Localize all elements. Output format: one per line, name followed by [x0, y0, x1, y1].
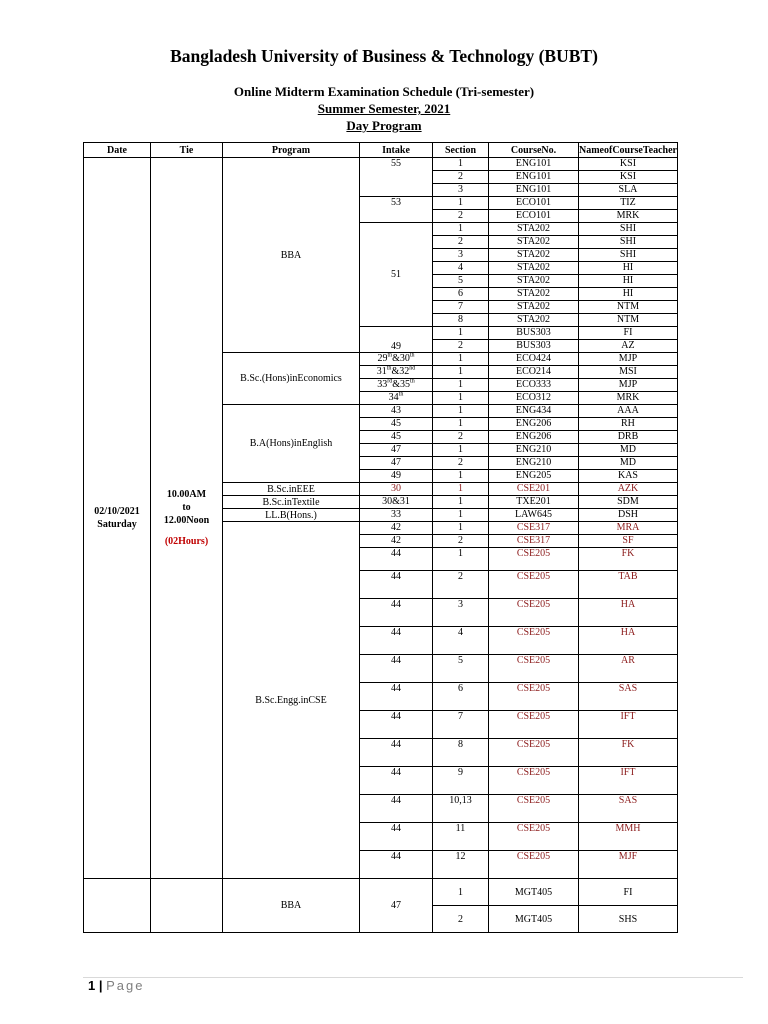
- course-cell: CSE205: [489, 711, 579, 739]
- teacher-cell: IFT: [579, 711, 678, 739]
- footer-separator: |: [98, 978, 103, 993]
- course-cell: ECO424: [489, 353, 579, 366]
- date-cell-empty: [84, 879, 151, 933]
- section-cell: 1: [433, 496, 489, 509]
- exam-time-cell: [151, 158, 223, 879]
- section-cell: 1: [433, 353, 489, 366]
- exam-date-cell: [84, 158, 151, 879]
- teacher-cell: SHI: [579, 236, 678, 249]
- teacher-cell: AR: [579, 655, 678, 683]
- teacher-cell: IFT: [579, 767, 678, 795]
- course-cell: ENG206: [489, 431, 579, 444]
- intake-cell: 42: [360, 522, 433, 535]
- intake-cell: 30: [360, 483, 433, 496]
- course-cell: ENG101: [489, 184, 579, 197]
- column-header-course: CourseNo.: [489, 143, 579, 158]
- section-cell: 7: [433, 711, 489, 739]
- section-cell: 5: [433, 655, 489, 683]
- section-cell: 2: [433, 210, 489, 223]
- intake-cell: 51: [360, 223, 433, 327]
- page-number: 1: [88, 978, 96, 993]
- course-cell: ENG205: [489, 470, 579, 483]
- section-cell: 3: [433, 184, 489, 197]
- section-cell: 2: [433, 236, 489, 249]
- exam-title: Online Midterm Examination Schedule (Tri-semester): [233, 84, 535, 99]
- course-cell: CSE205: [489, 683, 579, 711]
- section-cell: 4: [433, 627, 489, 655]
- course-cell: ENG206: [489, 418, 579, 431]
- intake-cell: 53: [360, 197, 433, 223]
- section-cell: 9: [433, 767, 489, 795]
- teacher-cell: RH: [579, 418, 678, 431]
- section-cell: 1: [433, 418, 489, 431]
- teacher-cell: TIZ: [579, 197, 678, 210]
- intake-cell: 31th&32nd: [360, 366, 433, 379]
- course-cell: STA202: [489, 288, 579, 301]
- teacher-cell: MRA: [579, 522, 678, 535]
- course-cell: CSE205: [489, 795, 579, 823]
- intake-cell: 44: [360, 851, 433, 879]
- program-bba-2: BBA: [223, 879, 360, 933]
- teacher-cell: HI: [579, 275, 678, 288]
- course-cell: CSE205: [489, 627, 579, 655]
- intake-cell: 49: [360, 470, 433, 483]
- section-cell: 4: [433, 262, 489, 275]
- teacher-cell: SHS: [579, 906, 678, 933]
- teacher-cell: MSI: [579, 366, 678, 379]
- course-cell: ENG210: [489, 457, 579, 470]
- table-row: [84, 158, 678, 171]
- course-cell: CSE205: [489, 571, 579, 599]
- table-header-row: [84, 143, 678, 158]
- intake-cell: 29th&30th: [360, 353, 433, 366]
- teacher-cell: MJF: [579, 851, 678, 879]
- course-cell: STA202: [489, 314, 579, 327]
- intake-cell: 33: [360, 509, 433, 522]
- program-eee: B.Sc.inEEE: [223, 483, 360, 496]
- course-cell: BUS303: [489, 340, 579, 353]
- column-header-program: Program: [223, 143, 360, 158]
- exam-day: Saturday: [97, 519, 137, 530]
- footer-rule: [83, 977, 743, 978]
- intake-cell: 47: [360, 879, 433, 933]
- section-cell: 1: [433, 470, 489, 483]
- course-cell: CSE205: [489, 548, 579, 571]
- column-header-time: Tie: [151, 143, 223, 158]
- program-bba: BBA: [223, 158, 360, 353]
- intake-cell: 34th: [360, 392, 433, 405]
- course-cell: STA202: [489, 301, 579, 314]
- program-textile: B.Sc.inTextile: [223, 496, 360, 509]
- column-header-intake: Intake: [360, 143, 433, 158]
- program-type-title: Day Program: [346, 118, 422, 133]
- course-cell: STA202: [489, 236, 579, 249]
- schedule-table: [83, 142, 678, 933]
- teacher-cell: SHI: [579, 223, 678, 236]
- teacher-cell: FI: [579, 879, 678, 906]
- course-cell: ECO101: [489, 197, 579, 210]
- intake-cell: 30&31: [360, 496, 433, 509]
- section-cell: 7: [433, 301, 489, 314]
- section-cell: 2: [433, 906, 489, 933]
- section-cell: 1: [433, 522, 489, 535]
- section-cell: 6: [433, 288, 489, 301]
- section-cell: 2: [433, 535, 489, 548]
- teacher-cell: SAS: [579, 795, 678, 823]
- program-cse: B.Sc.Engg.inCSE: [223, 522, 360, 879]
- course-cell: MGT405: [489, 879, 579, 906]
- intake-cell: 44: [360, 599, 433, 627]
- section-cell: 1: [433, 158, 489, 171]
- teacher-cell: FI: [579, 327, 678, 340]
- section-cell: 1: [433, 879, 489, 906]
- teacher-cell: TAB: [579, 571, 678, 599]
- course-cell: ENG210: [489, 444, 579, 457]
- intake-cell: 44: [360, 767, 433, 795]
- time-to: to: [182, 502, 191, 513]
- course-cell: ECO312: [489, 392, 579, 405]
- teacher-cell: DSH: [579, 509, 678, 522]
- section-cell: 1: [433, 366, 489, 379]
- intake-cell: 44: [360, 655, 433, 683]
- table-row: [84, 879, 678, 906]
- section-cell: 1: [433, 197, 489, 210]
- teacher-cell: MJP: [579, 379, 678, 392]
- intake-cell: 47: [360, 457, 433, 470]
- intake-cell: 44: [360, 548, 433, 571]
- course-cell: CSE317: [489, 522, 579, 535]
- teacher-cell: SAS: [579, 683, 678, 711]
- intake-cell: 47: [360, 444, 433, 457]
- time-start: 10.00AM: [166, 489, 207, 500]
- intake-cell: 55: [360, 158, 433, 197]
- intake-cell: 33rd&35th: [360, 379, 433, 392]
- course-cell: CSE201: [489, 483, 579, 496]
- course-cell: CSE205: [489, 823, 579, 851]
- teacher-cell: DRB: [579, 431, 678, 444]
- time-end: 12.00Noon: [163, 515, 210, 526]
- course-cell: CSE205: [489, 767, 579, 795]
- semester-title: Summer Semester, 2021: [317, 101, 451, 116]
- section-cell: 6: [433, 683, 489, 711]
- column-header-date: Date: [84, 143, 151, 158]
- section-cell: 1: [433, 548, 489, 571]
- section-cell: 1: [433, 379, 489, 392]
- teacher-cell: NTM: [579, 301, 678, 314]
- course-cell: BUS303: [489, 327, 579, 340]
- teacher-cell: SF: [579, 535, 678, 548]
- teacher-cell: MD: [579, 457, 678, 470]
- program-llb: LL.B(Hons.): [223, 509, 360, 522]
- teacher-cell: MMH: [579, 823, 678, 851]
- page-label: Page: [106, 978, 145, 993]
- course-cell: CSE205: [489, 851, 579, 879]
- teacher-cell: FK: [579, 739, 678, 767]
- exam-duration: (02Hours): [164, 536, 209, 547]
- section-cell: 1: [433, 392, 489, 405]
- teacher-cell: MD: [579, 444, 678, 457]
- intake-cell: 49: [360, 327, 433, 353]
- course-cell: CSE205: [489, 739, 579, 767]
- teacher-cell: SDM: [579, 496, 678, 509]
- course-cell: ENG434: [489, 405, 579, 418]
- teacher-cell: AZ: [579, 340, 678, 353]
- section-cell: 12: [433, 851, 489, 879]
- teacher-cell: MJP: [579, 353, 678, 366]
- section-cell: 1: [433, 483, 489, 496]
- section-cell: 3: [433, 249, 489, 262]
- intake-cell: 42: [360, 535, 433, 548]
- course-cell: CSE205: [489, 655, 579, 683]
- section-cell: 1: [433, 509, 489, 522]
- page-footer: [88, 978, 145, 993]
- teacher-cell: SHI: [579, 249, 678, 262]
- teacher-cell: HA: [579, 627, 678, 655]
- teacher-cell: NTM: [579, 314, 678, 327]
- teacher-cell: SLA: [579, 184, 678, 197]
- course-cell: LAW645: [489, 509, 579, 522]
- teacher-cell: MRK: [579, 392, 678, 405]
- course-cell: ENG101: [489, 158, 579, 171]
- section-cell: 2: [433, 571, 489, 599]
- section-cell: 11: [433, 823, 489, 851]
- intake-cell: 44: [360, 739, 433, 767]
- course-cell: STA202: [489, 275, 579, 288]
- section-cell: 2: [433, 431, 489, 444]
- section-cell: 3: [433, 599, 489, 627]
- section-cell: 8: [433, 314, 489, 327]
- section-cell: 2: [433, 340, 489, 353]
- teacher-cell: HA: [579, 599, 678, 627]
- course-cell: STA202: [489, 262, 579, 275]
- section-cell: 2: [433, 171, 489, 184]
- column-header-section: Section: [433, 143, 489, 158]
- intake-cell: 44: [360, 683, 433, 711]
- section-cell: 5: [433, 275, 489, 288]
- exam-date: 02/10/2021: [94, 506, 140, 517]
- course-cell: ECO333: [489, 379, 579, 392]
- program-economics: B.Sc.(Hons)inEconomics: [223, 353, 360, 405]
- course-cell: TXE201: [489, 496, 579, 509]
- intake-cell: 44: [360, 627, 433, 655]
- intake-cell: 44: [360, 823, 433, 851]
- time-cell-empty: [151, 879, 223, 933]
- course-cell: ECO101: [489, 210, 579, 223]
- teacher-cell: AZK: [579, 483, 678, 496]
- teacher-cell: KSI: [579, 158, 678, 171]
- section-cell: 2: [433, 457, 489, 470]
- course-cell: ENG101: [489, 171, 579, 184]
- teacher-cell: KSI: [579, 171, 678, 184]
- course-cell: CSE317: [489, 535, 579, 548]
- section-cell: 1: [433, 223, 489, 236]
- column-header-teacher: NameofCourseTeacher: [579, 144, 677, 156]
- teacher-cell: AAA: [579, 405, 678, 418]
- course-cell: CSE205: [489, 599, 579, 627]
- teacher-cell: FK: [579, 548, 678, 571]
- section-cell: 8: [433, 739, 489, 767]
- teacher-cell: KAS: [579, 470, 678, 483]
- section-cell: 1: [433, 444, 489, 457]
- course-cell: STA202: [489, 223, 579, 236]
- intake-cell: 44: [360, 795, 433, 823]
- intake-cell: 43: [360, 405, 433, 418]
- intake-cell: 44: [360, 711, 433, 739]
- program-english: B.A(Hons)inEnglish: [223, 405, 360, 483]
- intake-cell: 45: [360, 431, 433, 444]
- section-cell: 1: [433, 327, 489, 340]
- course-cell: MGT405: [489, 906, 579, 933]
- course-cell: STA202: [489, 249, 579, 262]
- teacher-cell: HI: [579, 262, 678, 275]
- intake-cell: 45: [360, 418, 433, 431]
- document-title: Bangladesh University of Business & Technology (BUBT): [170, 46, 598, 66]
- teacher-cell: HI: [579, 288, 678, 301]
- intake-cell: 44: [360, 571, 433, 599]
- course-cell: ECO214: [489, 366, 579, 379]
- teacher-cell: MRK: [579, 210, 678, 223]
- section-cell: 10,13: [433, 795, 489, 823]
- section-cell: 1: [433, 405, 489, 418]
